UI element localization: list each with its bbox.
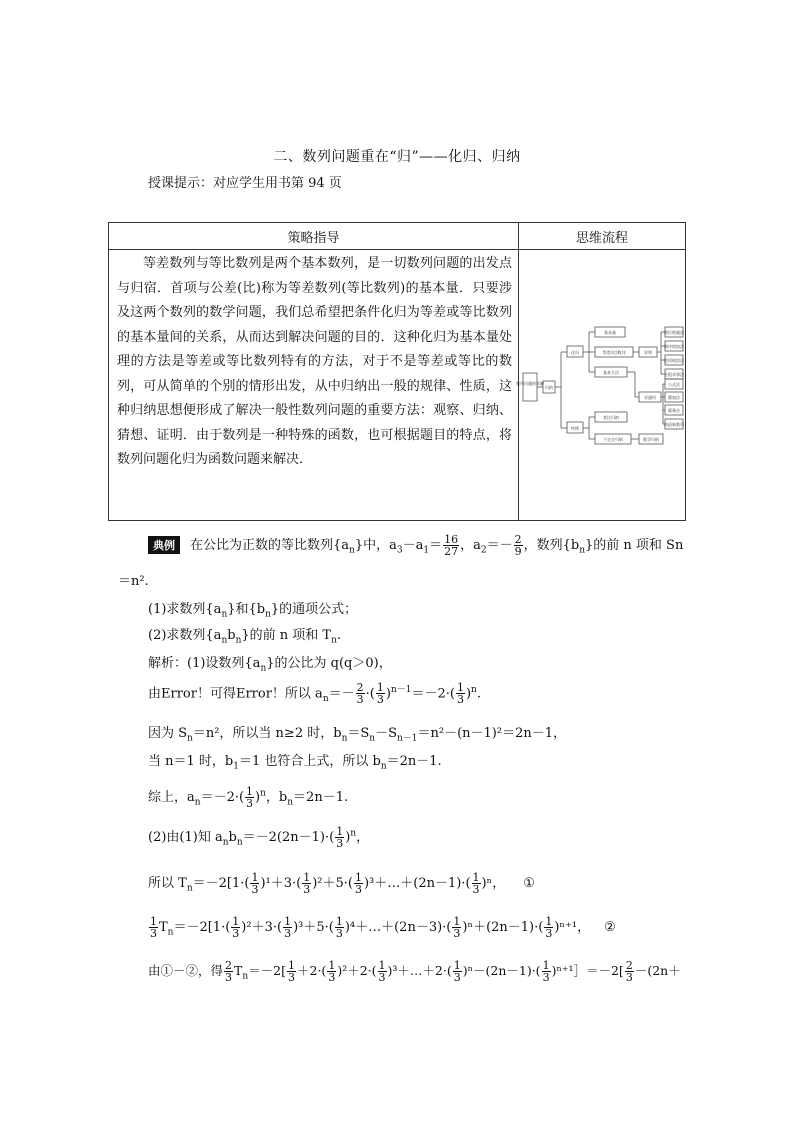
- fraction-2-9: $\frac{2}{9}$: [514, 533, 522, 558]
- solution-line-3: 因为 $S_n=n^2$，所以当 n≥2 时，$b_n=S_n-S_{n-1}=n^2-(n-1)^2=2n-1$，: [148, 726, 566, 744]
- flow-node-d5: 公式法: [668, 382, 680, 387]
- flow-node-d8: 构造新数列: [664, 422, 684, 427]
- example-stem-cont: ＝n².: [118, 574, 149, 589]
- equation-mark-1: ①: [523, 876, 535, 891]
- question-1: (1)求数列$\{a_n\}$和$\{b_n\}$的通项公式；: [148, 602, 358, 620]
- flow-node-c1: 求和: [644, 350, 652, 355]
- textbook-hint: 授课提示：对应学生用书第 94 页: [148, 176, 342, 191]
- flow-node-d7: 累乘法: [668, 408, 680, 413]
- example-tag: 典例: [148, 536, 180, 554]
- solution-line-6: (2)由(1)知 $a_nb_n=-2(2n-1)\cdot$( $\frac{1}{3}$ )$^n$，: [148, 825, 370, 850]
- solution-line-5: 综上，$a_n=-2\cdot$( $\frac{1}{3}$ )$^n$，$b_n=2n-1$.: [148, 785, 349, 810]
- solution-line-9: 由①－②，得 $\frac{2}{3}$ $T_n=-2$[ $\frac{1}{3}$ ＋2·( $\frac{1}{3}$ )²＋2·( $\frac{1}{3}$ )³＋…＋2·( $\frac{1}{3}$ )ⁿ－(2n－1)·( $\frac{1}{3}$ )ⁿ⁺¹］＝－2[ $\frac{2}{3}$ －(2n＋: [148, 959, 681, 984]
- flow-node-b3: 基本方法: [603, 370, 619, 375]
- flow-node-d1: 错位相减法: [664, 330, 684, 335]
- equation-mark-2: ②: [604, 920, 616, 935]
- section-title: 二、数列问题重在“归”——化归、归纳: [273, 149, 521, 165]
- flow-node-d3: 裂项相消法: [664, 358, 684, 363]
- flow-node-c2: 求通项: [644, 395, 656, 400]
- question-2: (2)求数列$\{a_nb_n\}$的前 n 项和 $T_n$.: [148, 628, 342, 646]
- solution-line-8: $\frac{1}{3}$ $T_n=-2[1\cdot$( $\frac{1}{3}$ )²＋3·( $\frac{1}{3}$ )³＋5·( $\frac{1}{3}$ )⁴＋…＋(2n－3)·( $\frac{1}{3}$ )ⁿ＋(2n－1)·( $\frac{1}{3}$ )ⁿ⁺¹， ②: [150, 915, 616, 940]
- flow-header: 思维流程: [519, 223, 686, 250]
- flow-node-b5: 不完全归纳: [603, 437, 623, 442]
- example-stem: 典例 在公比为正数的等比数列$\{a_n\}$中，$a_3-a_1=$ $\frac{16}{27}$ ，$a_2=-$ $\frac{2}{9}$ ，数列$\{b_n\}$的前 n 项和 Sn: [148, 534, 683, 557]
- solution-line-2: 由Error！可得Error！所以 $a_n=-$ $\frac{2}{3}$ ·( $\frac{1}{3}$ )$^{n-1}$＝－2·( $\frac{1}{3}$ )$^n$.: [148, 681, 481, 707]
- fraction-16-27: $\frac{16}{27}$: [444, 533, 459, 558]
- flow-node-n3: 特例: [571, 426, 579, 431]
- flow-node-d4: 分组求和法: [664, 372, 684, 377]
- strategy-header: 策略指导: [109, 223, 519, 250]
- flow-node-d6: 累加法: [668, 395, 680, 400]
- flow-node-c3: 数学归纳: [643, 437, 659, 442]
- flow-node-n1: 归纳: [545, 385, 553, 390]
- flow-node-b2: 等差(比)数列: [602, 350, 626, 355]
- flow-node-d2: 倒序相加法: [664, 344, 684, 349]
- flow-node-n2: 化归: [571, 350, 579, 355]
- flow-node-b1: 基本量: [604, 330, 616, 335]
- flow-root: 数列问题的求解: [516, 381, 544, 386]
- strategy-text: 等差数列与等比数列是两个基本数列，是一切数列问题的出发点与归宿．首项与公差(比)称为等差数列(等比数列)的基本量．只要涉及这两个数列的数学问题，我们总希望把条件化归为等差或等比数列的基本量间的关系，从而达到解决问题的目的．这种化归为基本量处理的方法是等差或等比数列特有的方法，对于不是等差或等比的数列，可从简单的个别的情形出发，从中归纳出一般的规律、性质，这种归纳思想便形成了解决一般性数列问题的重要方法：观察、归纳、猜想、证明．由于数列是一种特殊的函数，也可根据题目的特点，将数列问题化归为函数问题来解决．: [109, 250, 519, 521]
- solution-line-7: 所以 $T_n=-2[1\cdot$( $\frac{1}{3}$ )¹＋3·( $\frac{1}{3}$ )²＋5·( $\frac{1}{3}$ )³＋…＋(2n－1)·( $\frac{1}{3}$ )ⁿ， ①: [148, 871, 535, 896]
- solution-line-1: 解析：(1)设数列$\{a_n\}$的公比为 q(q＞0)，: [148, 656, 392, 674]
- solution-line-4: 当 n＝1 时，$b_1=1$ 也符合上式，所以 $b_n=2n-1$.: [148, 754, 442, 772]
- flow-node-b4: 类比归纳: [603, 415, 619, 420]
